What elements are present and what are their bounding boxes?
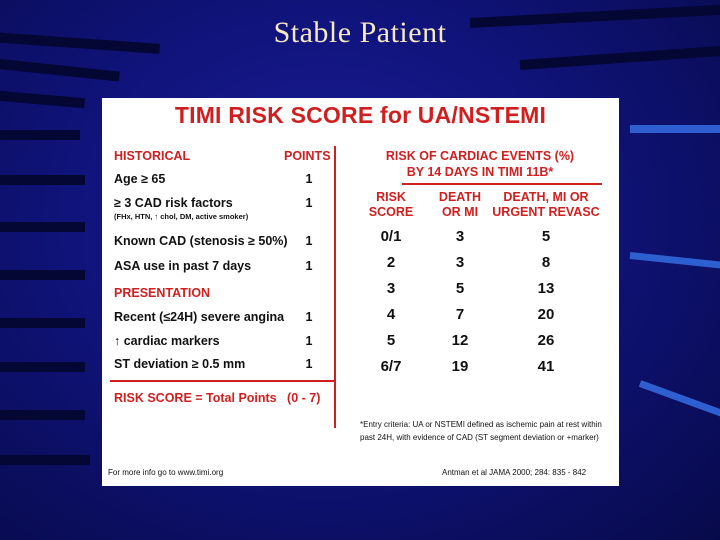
death-mi-revasc-rate: 13 <box>537 280 555 297</box>
slide-title: Stable Patient <box>273 16 447 49</box>
background-streak <box>0 90 85 108</box>
criterion-label: Recent (≤24H) severe angina <box>114 310 285 324</box>
risk-heading-underline <box>402 183 602 185</box>
background-streak <box>0 222 85 232</box>
risk-subheading: BY 14 DAYS IN TIMI 11B* <box>406 165 554 179</box>
background-streak <box>0 270 85 280</box>
criterion-sublabel: (FHx, HTN, ↑ chol, DM, active smoker) <box>114 212 249 221</box>
background-streak <box>0 318 85 328</box>
risk-heading: RISK OF CARDIAC EVENTS (%) <box>385 149 575 163</box>
criterion-label: ≥ 3 CAD risk factors <box>114 196 233 210</box>
criterion-points: 1 <box>305 259 313 273</box>
death-mi-rate: 12 <box>451 332 469 349</box>
points-heading: POINTS <box>284 149 331 163</box>
death-mi-revasc-rate: 41 <box>537 358 555 375</box>
col-score-header: RISK <box>376 190 406 204</box>
risk-score: 6/7 <box>380 358 402 375</box>
risk-score-total: RISK SCORE = Total Points (0 - 7) <box>114 391 321 405</box>
death-mi-rate: 19 <box>451 358 469 375</box>
criterion-label: ASA use in past 7 days <box>114 259 252 273</box>
entry-criteria-footnote: *Entry criteria: UA or NSTEMI defined as ischemic pain at rest within past 24H, with evidence of CAD (ST segment deviation or +marker) <box>360 420 602 442</box>
card-title: TIMI RISK SCORE for UA/NSTEMI <box>174 102 547 128</box>
background-streak <box>0 175 85 185</box>
background-streak <box>630 252 720 269</box>
background-streak <box>0 130 80 140</box>
timi-risk-score-card <box>102 98 619 486</box>
risk-score: 2 <box>386 254 396 271</box>
risk-score: 0/1 <box>380 228 402 245</box>
death-mi-revasc-rate: 8 <box>541 254 551 271</box>
citation: Antman et al JAMA 2000; 284: 835 - 842 <box>442 468 587 477</box>
col-death-header: DEATH <box>438 190 482 204</box>
criterion-points: 1 <box>305 196 313 210</box>
background-streak <box>0 455 90 465</box>
background-streak <box>0 362 85 372</box>
total-divider <box>110 380 336 382</box>
col-combo-header: URGENT REVASC <box>492 205 600 219</box>
death-mi-rate: 5 <box>455 280 465 297</box>
col-combo-header: DEATH, MI OR <box>503 190 589 204</box>
death-mi-rate: 7 <box>455 306 465 323</box>
more-info-link[interactable]: For more info go to www.timi.org <box>108 468 224 477</box>
col-score-header: SCORE <box>368 205 414 219</box>
criterion-points: 1 <box>305 357 313 371</box>
death-mi-rate: 3 <box>455 254 465 271</box>
risk-score: 5 <box>386 332 396 349</box>
presentation-heading: PRESENTATION <box>114 286 211 300</box>
historical-heading: HISTORICAL <box>114 149 191 163</box>
death-mi-revasc-rate: 20 <box>537 306 555 323</box>
background-streak <box>639 380 720 417</box>
background-streak <box>0 410 85 420</box>
background-streak <box>0 58 120 82</box>
criterion-points: 1 <box>305 334 313 348</box>
death-mi-revasc-rate: 5 <box>541 228 551 245</box>
background-streak <box>630 125 720 133</box>
death-mi-rate: 3 <box>455 228 465 245</box>
criterion-label: ↑ cardiac markers <box>114 334 220 348</box>
death-mi-revasc-rate: 26 <box>537 332 555 349</box>
col-death-header: OR MI <box>441 205 479 219</box>
risk-score: 4 <box>386 306 396 323</box>
column-divider <box>334 146 336 428</box>
criterion-points: 1 <box>305 234 313 248</box>
criterion-points: 1 <box>305 310 313 324</box>
criterion-points: 1 <box>305 172 313 186</box>
risk-score: 3 <box>386 280 396 297</box>
criterion-label: Age ≥ 65 <box>114 172 166 186</box>
criterion-label: Known CAD (stenosis ≥ 50%) <box>114 234 288 248</box>
criterion-label: ST deviation ≥ 0.5 mm <box>114 357 246 371</box>
